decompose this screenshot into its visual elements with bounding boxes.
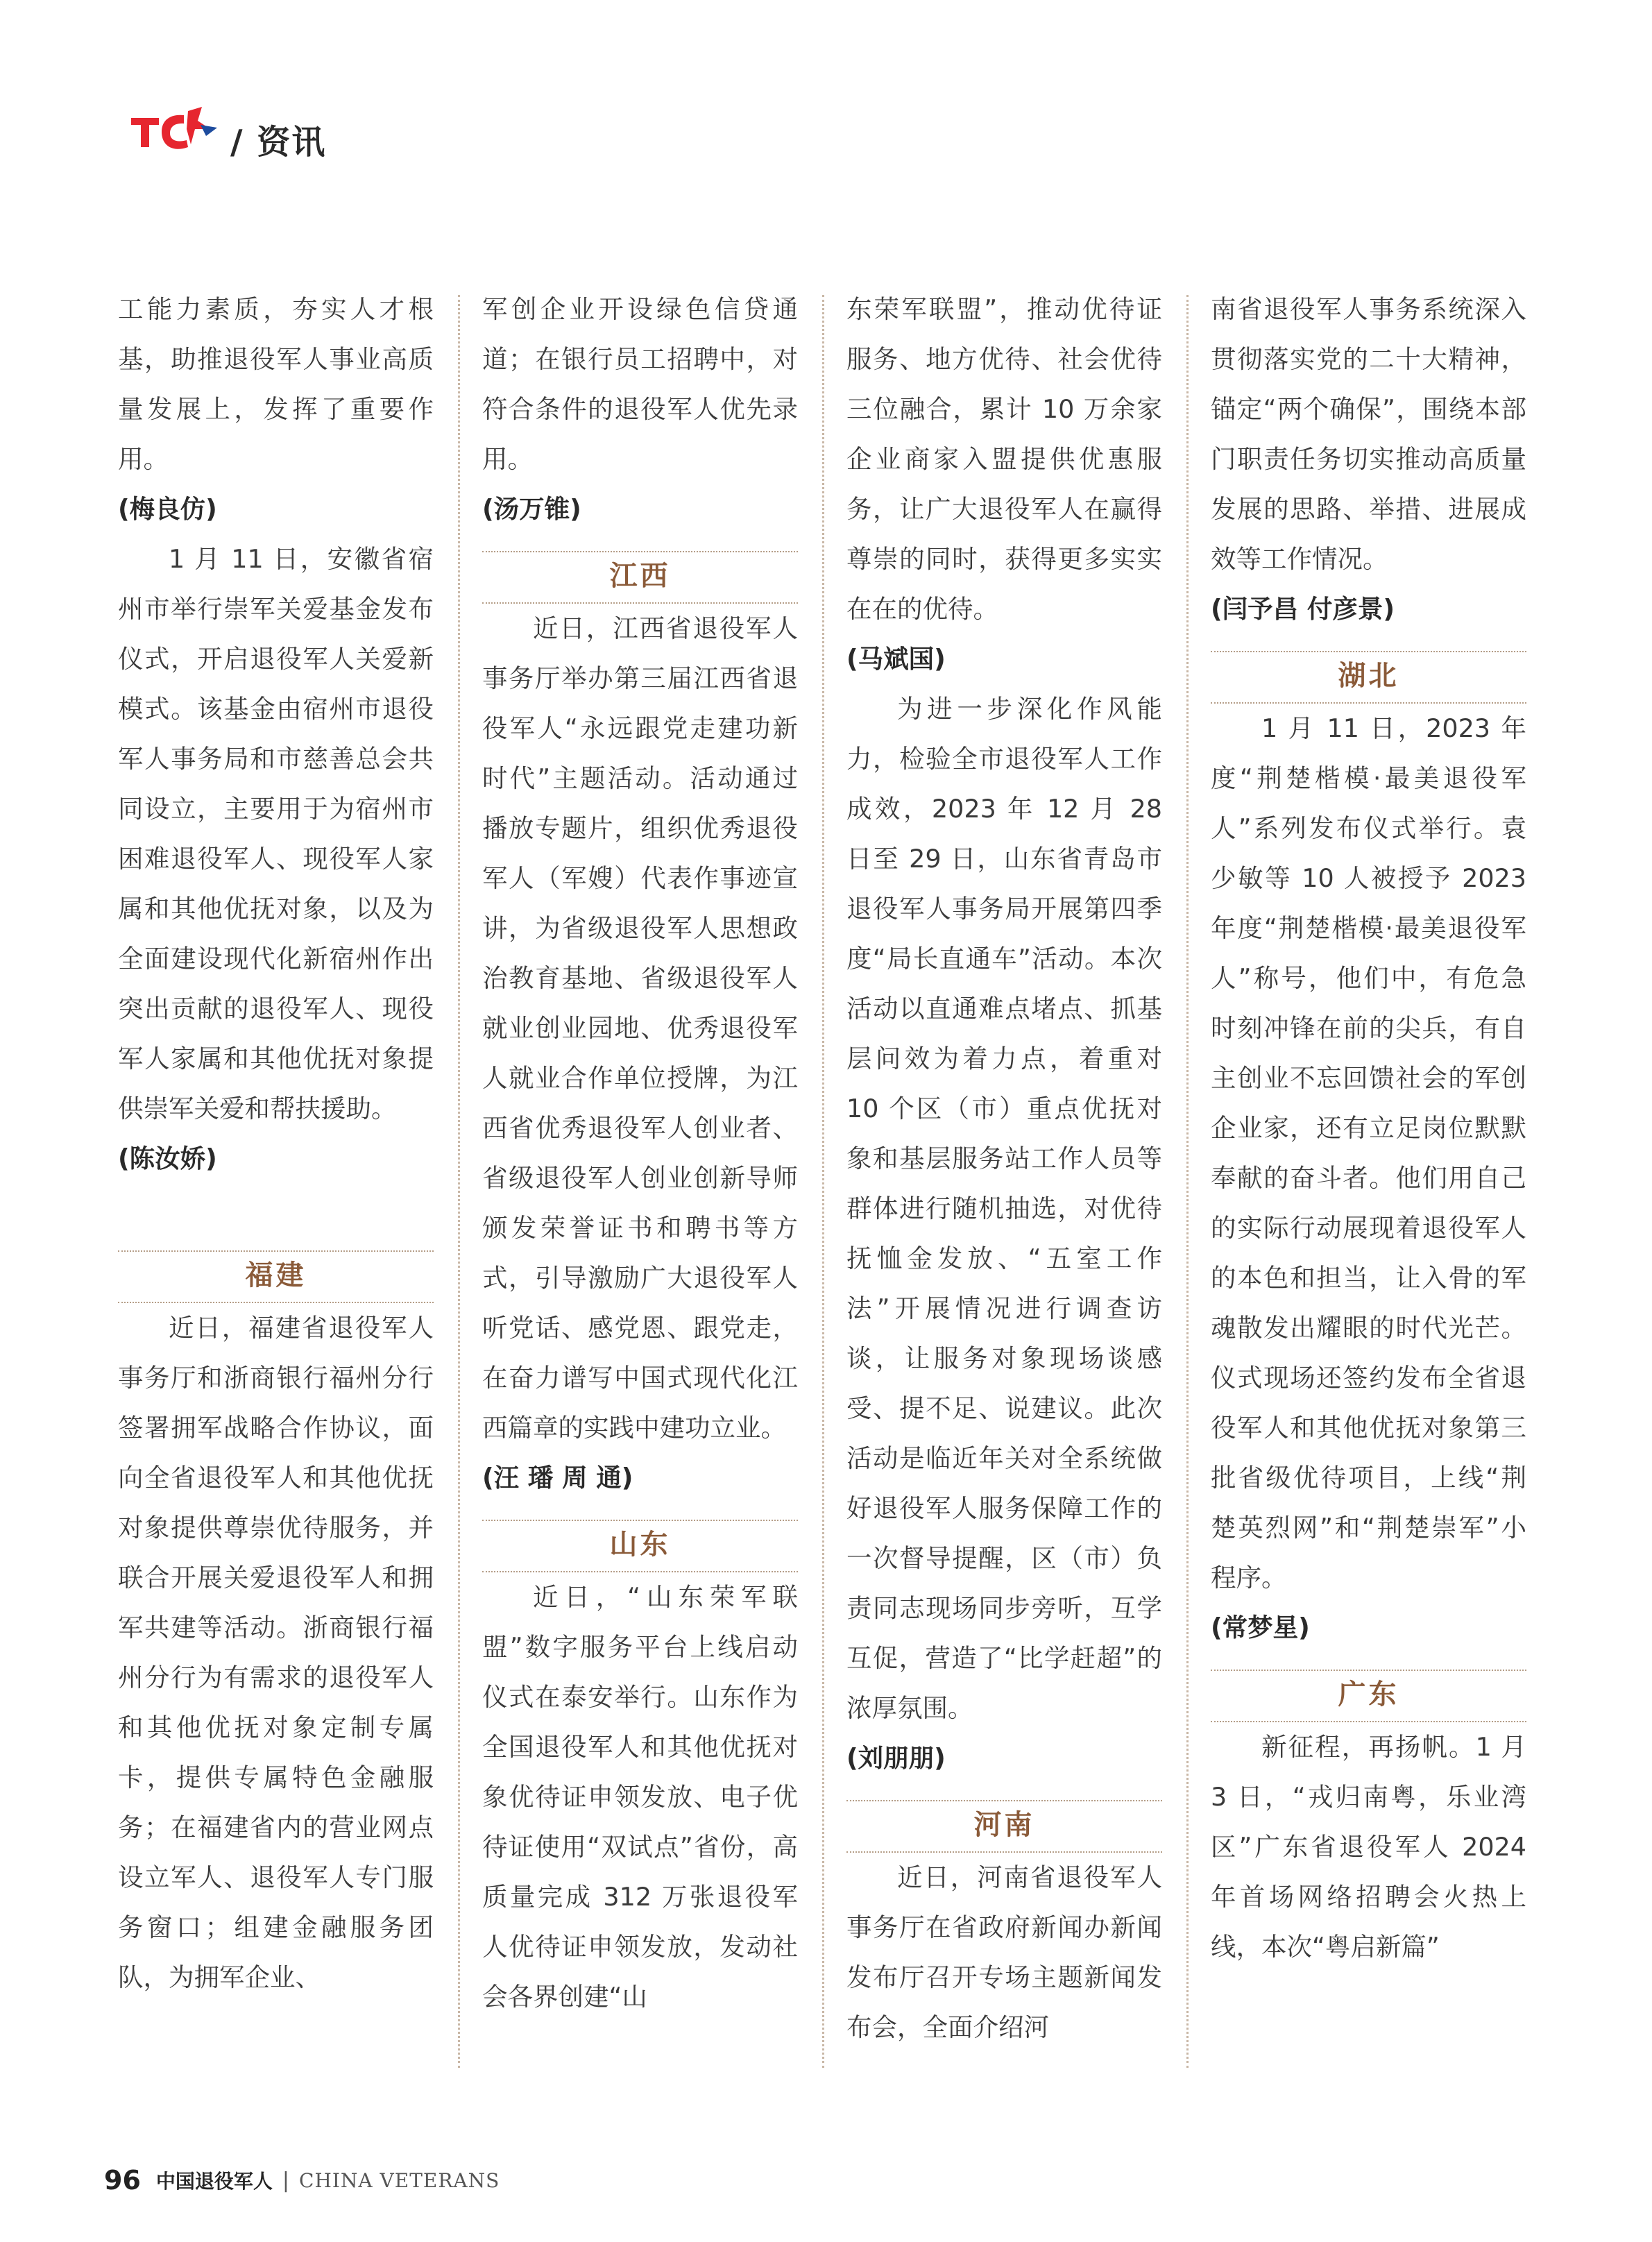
logo-red-arc xyxy=(162,115,188,149)
paragraph: 近日，河南省退役军人事务厅在省政府新闻办新闻发布厅召开专场主题新闻发布会，全面介绍河 xyxy=(846,1862,1162,2042)
author-credit: (闫予昌 付彦景) xyxy=(1211,594,1395,624)
paragraph: 近日，福建省退役军人事务厅和浙商银行福州分行签署拥军战略合作协议，面向全省退役军人和其他优抚对象提供尊崇优待服务，并联合开展关爱退役军人和拥军共建等活动。浙商银行福州分行为有需求的退役军人和其他优抚对象定制专属卡，提供专属特色金融服务；在福建省内的营业网点设立军人、退役军人专门服务窗口；组建金融服务团队，为拥军企业、 xyxy=(118,1313,434,1992)
author-credit: (刘朋朋) xyxy=(846,1743,946,1773)
paragraph: 工能力素质，夯实人才根基，助推退役军人事业高质量发展上，发挥了重要作用。 xyxy=(118,294,434,474)
magazine-logo xyxy=(128,104,219,153)
author-credit: (汤万锥) xyxy=(482,494,581,524)
region-heading-jiangxi: 江西 xyxy=(482,551,798,604)
logo-red-swoosh xyxy=(131,118,159,147)
author-credit: (陈汝娇) xyxy=(118,1144,217,1173)
magazine-title-en: CHINA VETERANS xyxy=(299,2168,500,2192)
paragraph: 近日，江西省退役军人事务厅举办第三届江西省退役军人“永远跟党走建功新时代”主题活动。活动通过播放专题片，组织优秀退役军人（军嫂）代表作事迹宣讲，为省级退役军人思想政治教育基地、省级退役军人就业创业园地、优秀退役军人就业合作单位授牌，为江西省优秀退役军人创业者、省级退役军人创业创新导师颁发荣誉证书和聘书等方式，引导激励广大退役军人听党话、感党恩、跟党走，在奋力谱写中国式现代化江西篇章的实践中建功立业。 xyxy=(482,613,798,1443)
paragraph: 新征程，再扬帆。1 月 3 日，“戎归南粤，乐业湾区”广东省退役军人 2024 年首场网络招聘会火热上线，本次“粤启新篇” xyxy=(1211,1732,1526,1962)
author-credit: (马斌国) xyxy=(846,644,946,674)
region-heading-henan: 河南 xyxy=(846,1800,1162,1853)
article-column-3 xyxy=(846,285,1162,2071)
column-divider xyxy=(458,295,460,2068)
paragraph: 东荣军联盟”，推动优待证服务、地方优待、社会优待三位融合，累计 10 万余家企业商家入盟提供优惠服务，让广大退役军人在赢得尊崇的同时，获得更多实实在在的优待。 xyxy=(846,294,1162,624)
column-divider xyxy=(822,295,824,2068)
region-heading-fujian: 福建 xyxy=(118,1250,434,1303)
column-divider xyxy=(1186,295,1189,2068)
section-tag: / 资讯 xyxy=(230,123,327,162)
page-number: 96 xyxy=(104,2165,141,2196)
paragraph: 军创企业开设绿色信贷通道；在银行员工招聘中，对符合条件的退役军人优先录用。 xyxy=(482,294,798,474)
paragraph: 近日，“山东荣军联盟”数字服务平台上线启动仪式在泰安举行。山东作为全国退役军人和其他优抚对象优待证申领发放、电子优待证使用“双试点”省份，高质量完成 312 万张退役军人优待证申领发放，发动社会各界创建“山 xyxy=(482,1582,798,2012)
author-credit: (梅良仿) xyxy=(118,494,217,524)
page-footer xyxy=(104,2165,500,2196)
article-column-1 xyxy=(118,285,434,2071)
author-credit: (常梦星) xyxy=(1211,1613,1310,1642)
region-heading-guangdong: 广东 xyxy=(1211,1670,1526,1722)
paragraph: 1 月 11 日，安徽省宿州市举行崇军关爱基金发布仪式，开启退役军人关爱新模式。该基金由宿州市退役军人事务局和市慈善总会共同设立，主要用于为宿州市困难退役军人、现役军人家属和其他优抚对象，以及为全面建设现代化新宿州作出突出贡献的退役军人、现役军人家属和其他优抚对象提供崇军关爱和帮扶援助。 xyxy=(118,544,434,1123)
region-heading-hubei: 湖北 xyxy=(1211,651,1526,704)
author-credit: (汪 璠 周 通) xyxy=(482,1463,633,1493)
logo-blue-wing xyxy=(201,125,217,136)
article-column-4 xyxy=(1211,285,1526,2071)
paragraph: 为进一步深化作风能力，检验全市退役军人工作成效，2023 年 12 月 28 日至 29 日，山东省青岛市退役军人事务局开展第四季度“局长直通车”活动。本次活动以直通难点堵点、抓基层问效为着力点，着重对 10 个区（市）重点优抚对象和基层服务站工作人员等群体进行随机抽选，对优待抚恤金发放、“五室工作法”开展情况进行调查访谈，让服务对象现场谈感受、提不足、说建议。此次活动是临近年关对全系统做好退役军人服务保障工作的一次督导提醒，区（市）负责同志现场同步旁听，互学互促，营造了“比学赶超”的浓厚氛围。 xyxy=(846,694,1162,1723)
article-column-2 xyxy=(482,285,798,2071)
footer-separator: | xyxy=(282,2168,290,2193)
magazine-title-cn: 中国退役军人 xyxy=(155,2170,273,2193)
logo-red-star xyxy=(187,107,210,144)
paragraph: 1 月 11 日，2023 年度“荆楚楷模·最美退役军人”系列发布仪式举行。袁少敏等 10 人被授予 2023 年度“荆楚楷模·最美退役军人”称号，他们中，有危急时刻冲锋在前的尖兵，有自主创业不忘回馈社会的军创企业家，还有立足岗位默默奉献的奋斗者。他们用自己的实际行动展现着退役军人的本色和担当，让入骨的军魂散发出耀眼的时代光芒。仪式现场还签约发布全省退役军人和其他优抚对象第三批省级优待项目，上线“荆楚英烈网”和“荆楚崇军”小程序。 xyxy=(1211,713,1526,1593)
paragraph: 南省退役军人事务系统深入贯彻落实党的二十大精神，锚定“两个确保”，围绕本部门职责任务切实推动高质量发展的思路、举措、进展成效等工作情况。 xyxy=(1211,294,1526,574)
region-heading-shandong: 山东 xyxy=(482,1520,798,1572)
